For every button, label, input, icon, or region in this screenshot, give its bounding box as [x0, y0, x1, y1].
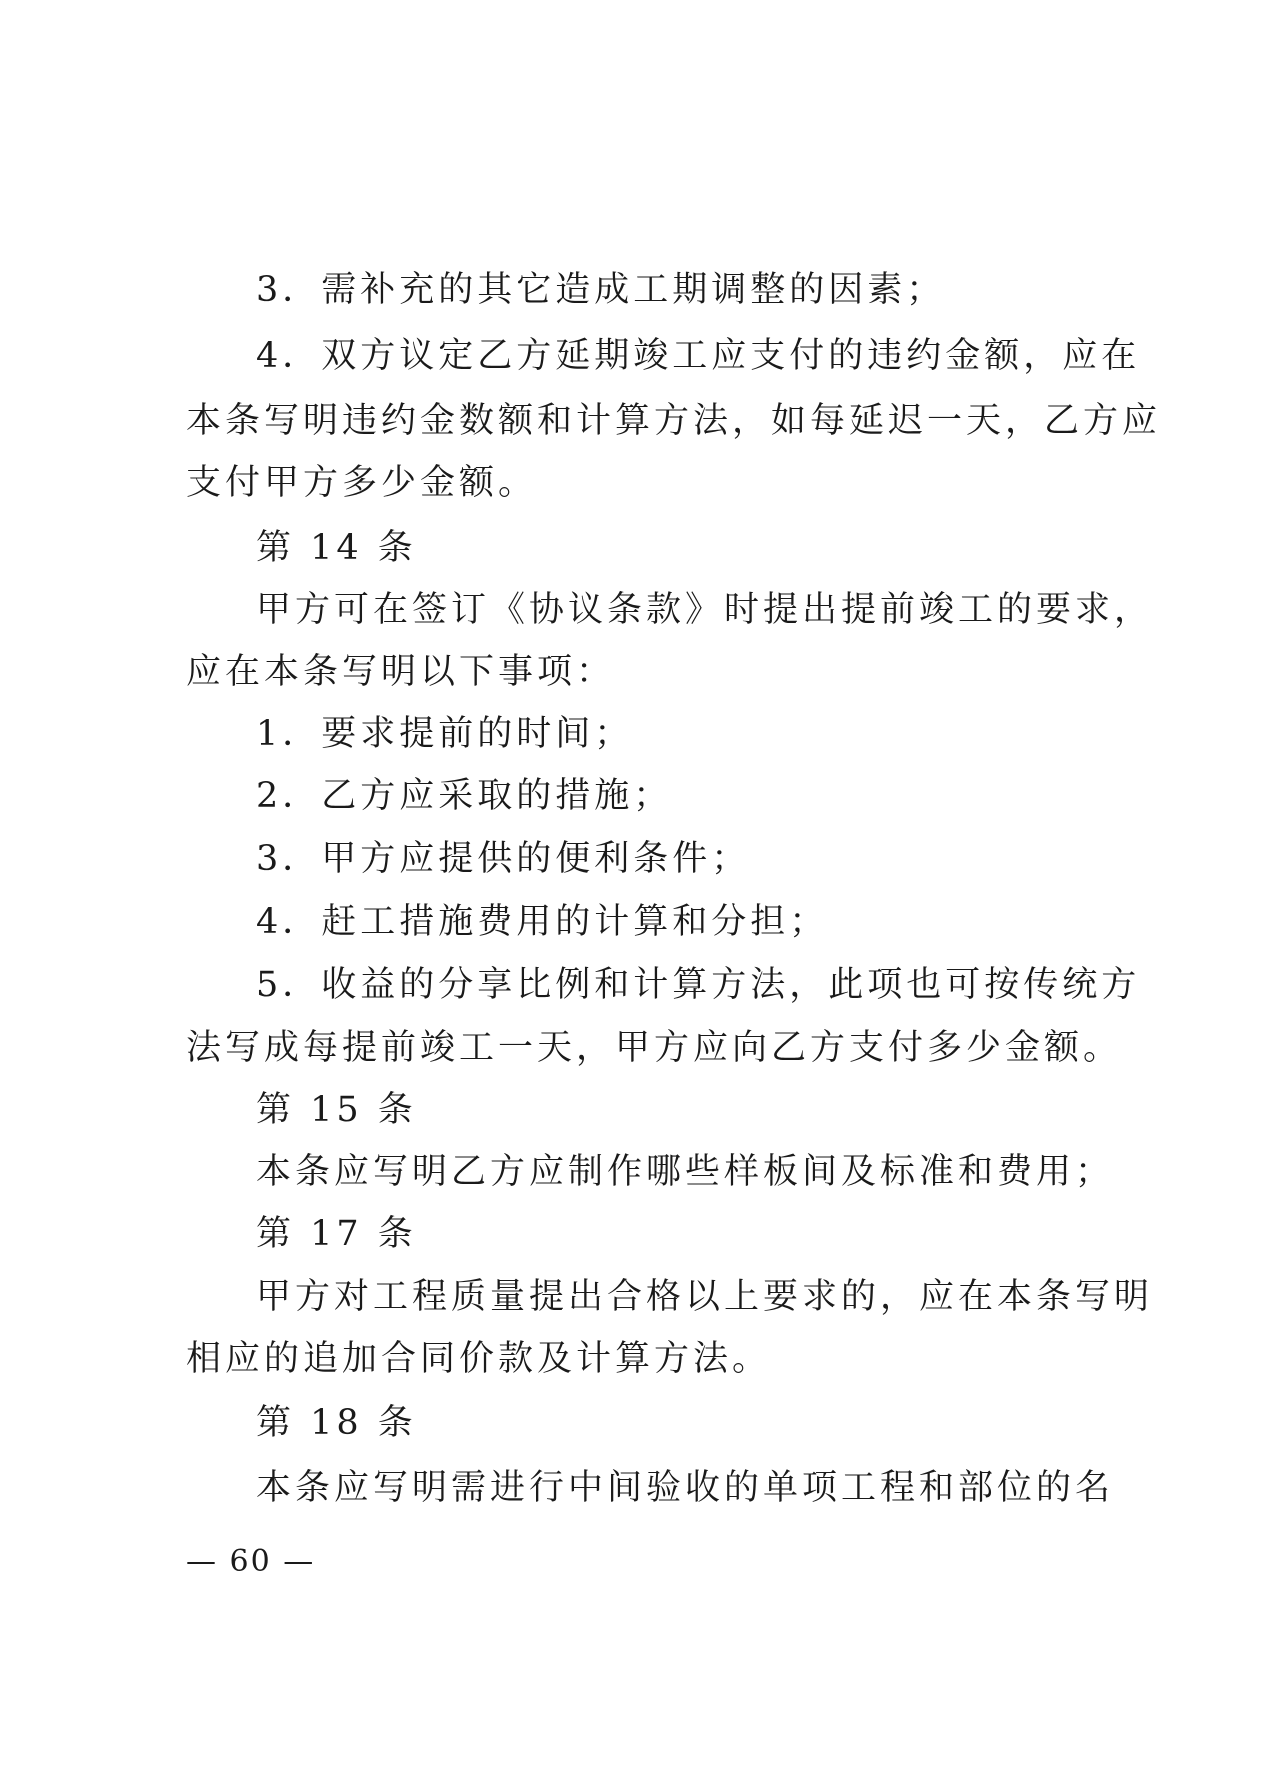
- article-heading-17: 第 17 条: [256, 1214, 417, 1254]
- text-line-paragraph: 本条应写明需进行中间验收的单项工程和部位的名: [256, 1468, 1115, 1508]
- text-line-continuation: 法写成每提前竣工一天，甲方应向乙方支付多少金额。: [186, 1028, 1123, 1068]
- text-line-paragraph: 甲方可在签订《协议条款》时提出提前竣工的要求，: [256, 590, 1154, 630]
- text-line-item-5: 5．收益的分享比例和计算方法，此项也可按传统方: [256, 965, 1141, 1005]
- text-line-item-3: 3．甲方应提供的便利条件；: [256, 839, 751, 879]
- text-line-continuation: 相应的追加合同价款及计算方法。: [186, 1339, 772, 1379]
- text-line-item-4: 4．赶工措施费用的计算和分担；: [256, 902, 829, 942]
- text-line-continuation: 应在本条写明以下事项：: [186, 652, 616, 692]
- text-line-item-2: 2．乙方应采取的措施；: [256, 776, 673, 816]
- article-heading-18: 第 18 条: [256, 1403, 417, 1443]
- article-heading-14: 第 14 条: [256, 528, 417, 568]
- page-number: — 60 —: [186, 1544, 316, 1579]
- text-line-paragraph: 本条应写明乙方应制作哪些样板间及标准和费用；: [256, 1152, 1115, 1192]
- text-line-continuation: 支付甲方多少金额。: [186, 463, 538, 503]
- text-line-item-1: 1．要求提前的时间；: [256, 714, 634, 754]
- text-line-continuation: 本条写明违约金数额和计算方法，如每延迟一天，乙方应: [186, 401, 1162, 441]
- text-line-item-3: 3．需补充的其它造成工期调整的因素；: [256, 270, 946, 310]
- article-heading-15: 第 15 条: [256, 1090, 417, 1130]
- text-line-item-4: 4．双方议定乙方延期竣工应支付的违约金额，应在: [256, 336, 1141, 376]
- text-line-paragraph: 甲方对工程质量提出合格以上要求的，应在本条写明: [256, 1277, 1154, 1317]
